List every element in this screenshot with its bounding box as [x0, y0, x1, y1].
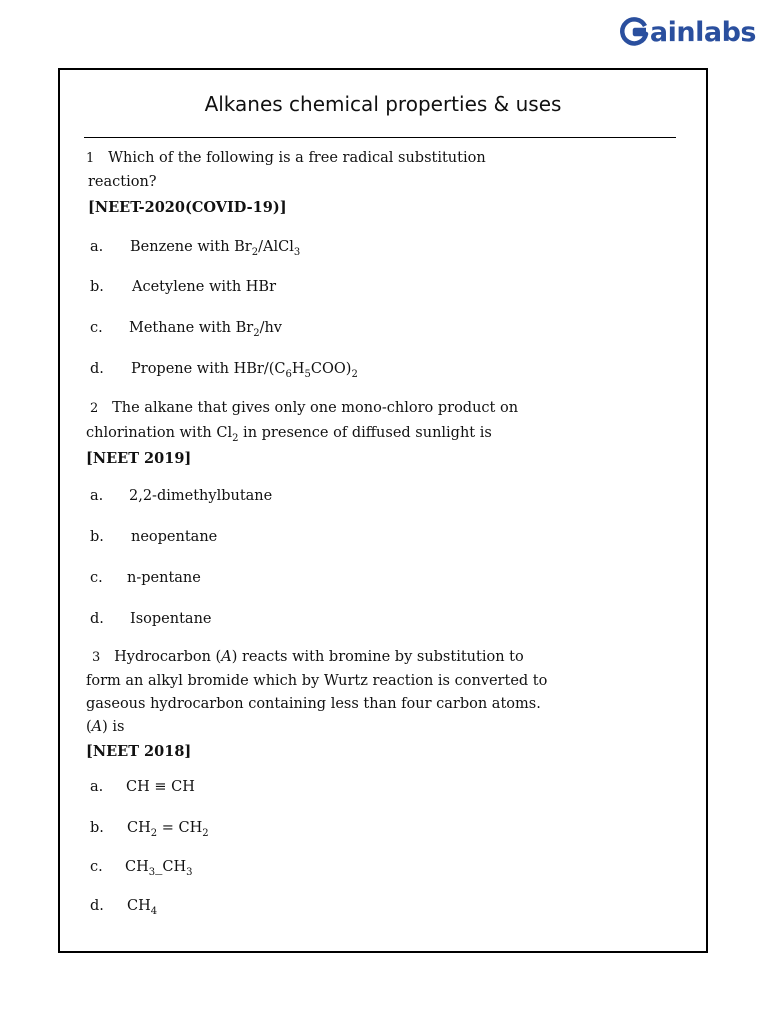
question-text: Which of the following is a free radical substitution: [108, 150, 486, 166]
option-3b[interactable]: [90, 816, 209, 840]
option-label: d.: [90, 361, 104, 377]
option-label: a.: [90, 779, 104, 795]
option-text: CH ≡ CH: [126, 779, 195, 795]
title-divider: [84, 137, 676, 138]
question-number: 2: [90, 401, 99, 416]
question-2-source: [NEET 2019]: [86, 450, 192, 467]
page-title: Alkanes chemical properties & uses: [204, 92, 562, 116]
gainlabs-logo[interactable]: [619, 14, 756, 50]
option-text: Benzene with $Br_2/AlCl_3$: [130, 239, 301, 258]
logo-text: ainlabs: [649, 16, 756, 48]
option-1c[interactable]: [90, 316, 282, 340]
option-text: Methane with $Br_2/hv$: [129, 320, 282, 339]
option-text: Isopentane: [130, 611, 212, 627]
option-1a[interactable]: [90, 235, 301, 259]
question-2-line-1: [90, 396, 518, 421]
option-3d[interactable]: [90, 894, 158, 918]
gainlabs-g-icon: [619, 17, 649, 47]
option-text: 2,2-dimethylbutane: [129, 488, 273, 504]
option-label: b.: [90, 529, 104, 545]
option-label: b.: [90, 820, 104, 836]
question-3-line-1: 3 Hydrocarbon (A) reacts with bromine by substitution to: [92, 649, 524, 665]
option-label: a.: [90, 239, 104, 255]
question-3-line-4: (A) is: [86, 719, 125, 735]
option-text: Acetylene with HBr: [132, 279, 276, 295]
question-3-source: [NEET 2018]: [86, 743, 192, 760]
option-label: a.: [90, 488, 104, 504]
option-label: c.: [90, 320, 103, 336]
option-3c[interactable]: [90, 855, 193, 879]
question-3-line-3: gaseous hydrocarbon containing less than four carbon atoms.: [86, 696, 541, 712]
question-1-line-1: [86, 146, 486, 171]
option-2b[interactable]: [90, 525, 218, 549]
option-1d[interactable]: [90, 357, 358, 381]
option-label: d.: [90, 898, 104, 914]
option-text: $CH_4$: [127, 898, 158, 917]
option-label: d.: [90, 611, 104, 627]
option-2c[interactable]: [90, 566, 201, 590]
option-3a[interactable]: [90, 775, 195, 799]
question-3-line-2: form an alkyl bromide which by Wurtz reaction is converted to: [86, 673, 548, 689]
option-label: c.: [90, 859, 103, 875]
option-label: b.: [90, 279, 104, 295]
question-number: 3: [92, 650, 101, 665]
question-2-line-2: chlorination with $Cl_2$ in presence of diffused sunlight is: [86, 425, 492, 444]
option-2d[interactable]: [90, 607, 212, 631]
worksheet-frame: [58, 68, 708, 953]
question-text: The alkane that gives only one mono-chloro product on: [112, 400, 519, 416]
question-number: 1: [86, 151, 95, 166]
question-1-source: [NEET-2020(COVID-19)]: [88, 199, 287, 216]
option-label: c.: [90, 570, 103, 586]
option-text: n-pentane: [127, 570, 201, 586]
option-2a[interactable]: [90, 484, 273, 508]
option-text: $CH_2 = CH_2$: [127, 820, 209, 839]
option-1b[interactable]: [90, 275, 276, 299]
option-text: Propene with HBr/$(C_6H_5COO)_2$: [131, 361, 358, 380]
option-text: neopentane: [131, 529, 218, 545]
option-text: $CH_3\_CH_3$: [125, 859, 193, 878]
question-1-line-2: reaction?: [88, 174, 157, 190]
